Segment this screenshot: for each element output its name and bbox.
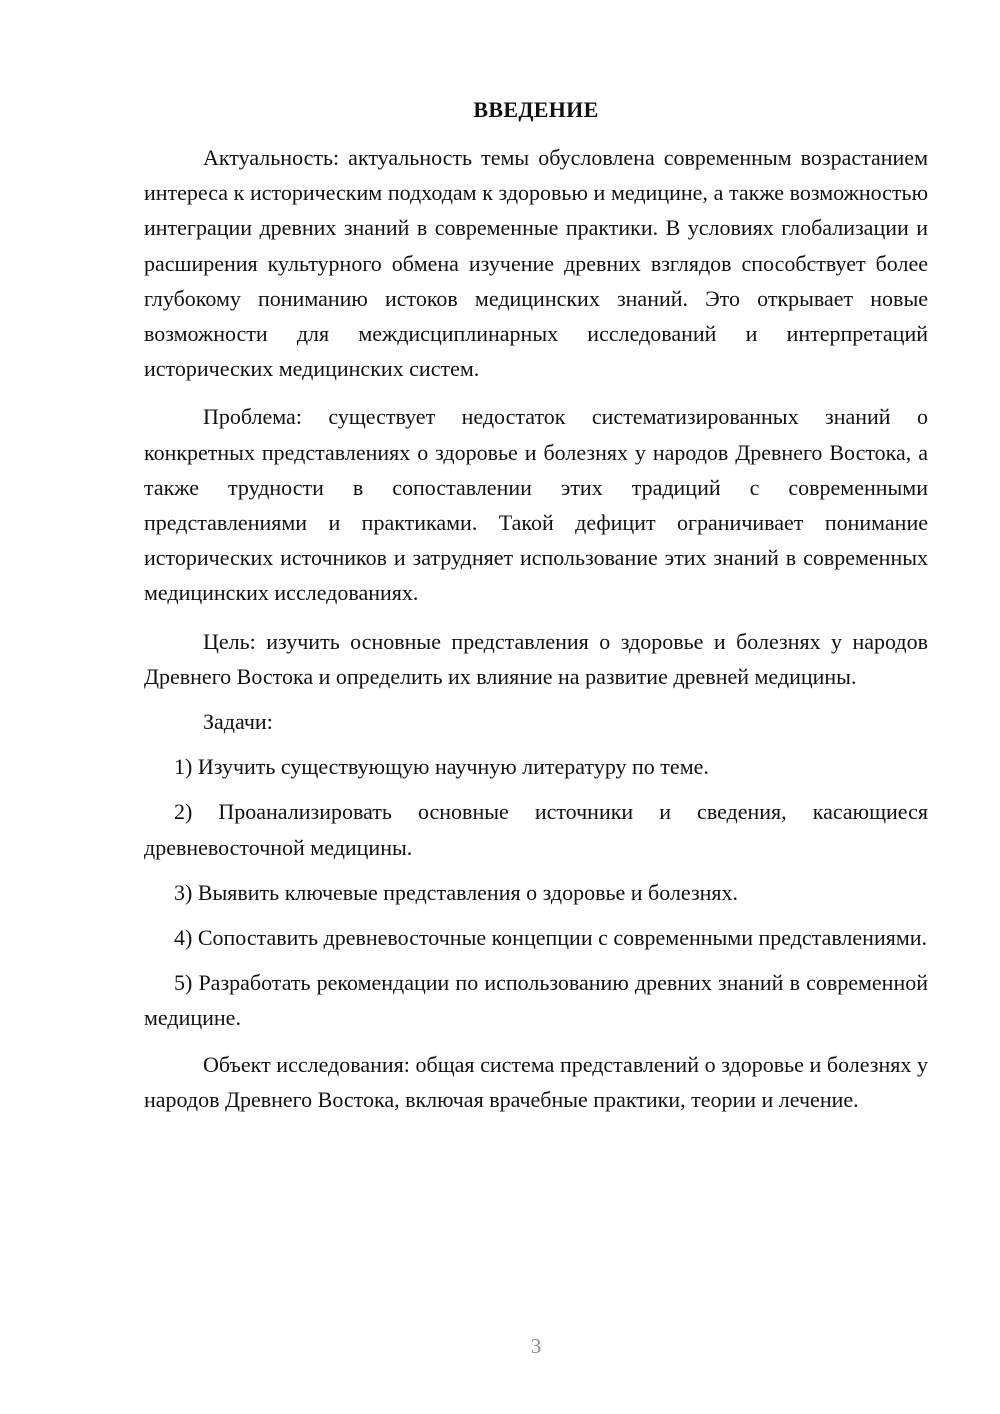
task-item-3: 3) Выявить ключевые представления о здоровье и болезнях. xyxy=(174,879,739,905)
tasks-heading: Задачи: xyxy=(203,709,273,735)
page-body xyxy=(144,94,928,1117)
task-item-5: 5) Разработать рекомендации по использованию древних знаний в современной медицине. xyxy=(144,970,928,1031)
section-title: ВВЕДЕНИЕ xyxy=(473,97,599,122)
goal-paragraph: Цель: изучить основные представления о здоровье и болезнях у народов Древнего Востока и определить их влияние на развитие древней медицины. xyxy=(144,628,928,689)
task-item-2: 2) Проанализировать основные источники и сведения, касающиеся древневосточной медицины. xyxy=(144,799,928,860)
task-item-4: 4) Сопоставить древневосточные концепции с современными представлениями. xyxy=(174,925,928,951)
object-paragraph: Объект исследования: общая система представлений о здоровье и болезнях у народов Древнего Востока, включая врачебные практики, теории и лечение. xyxy=(144,1051,928,1112)
problem-paragraph: Проблема: существует недостаток систематизированных знаний о конкретных представлениях о здоровье и болезнях у народов Древнего Востока, а также трудности в сопоставлении этих традиций с современными представлениями и практиками. Такой дефицит ограничивает понимание исторических источников и затрудняет использование этих знаний в современных медицинских исследованиях. xyxy=(144,404,928,606)
task-item-1: 1) Изучить существующую научную литературу по теме. xyxy=(174,754,709,780)
page-number: 3 xyxy=(530,1334,542,1358)
relevance-paragraph: Актуальность: актуальность темы обусловлена современным возрастанием интереса к историческим подходам к здоровью и медицине, а также возможностью интеграции древних знаний в современные практики. В условиях глобализации и расширения культурного обмена изучение древних взглядов способствует более глубокому пониманию истоков медицинских знаний. Это открывает новые возможности для междисциплинарных исследований и интерпретаций исторических медицинских систем. xyxy=(144,145,928,382)
